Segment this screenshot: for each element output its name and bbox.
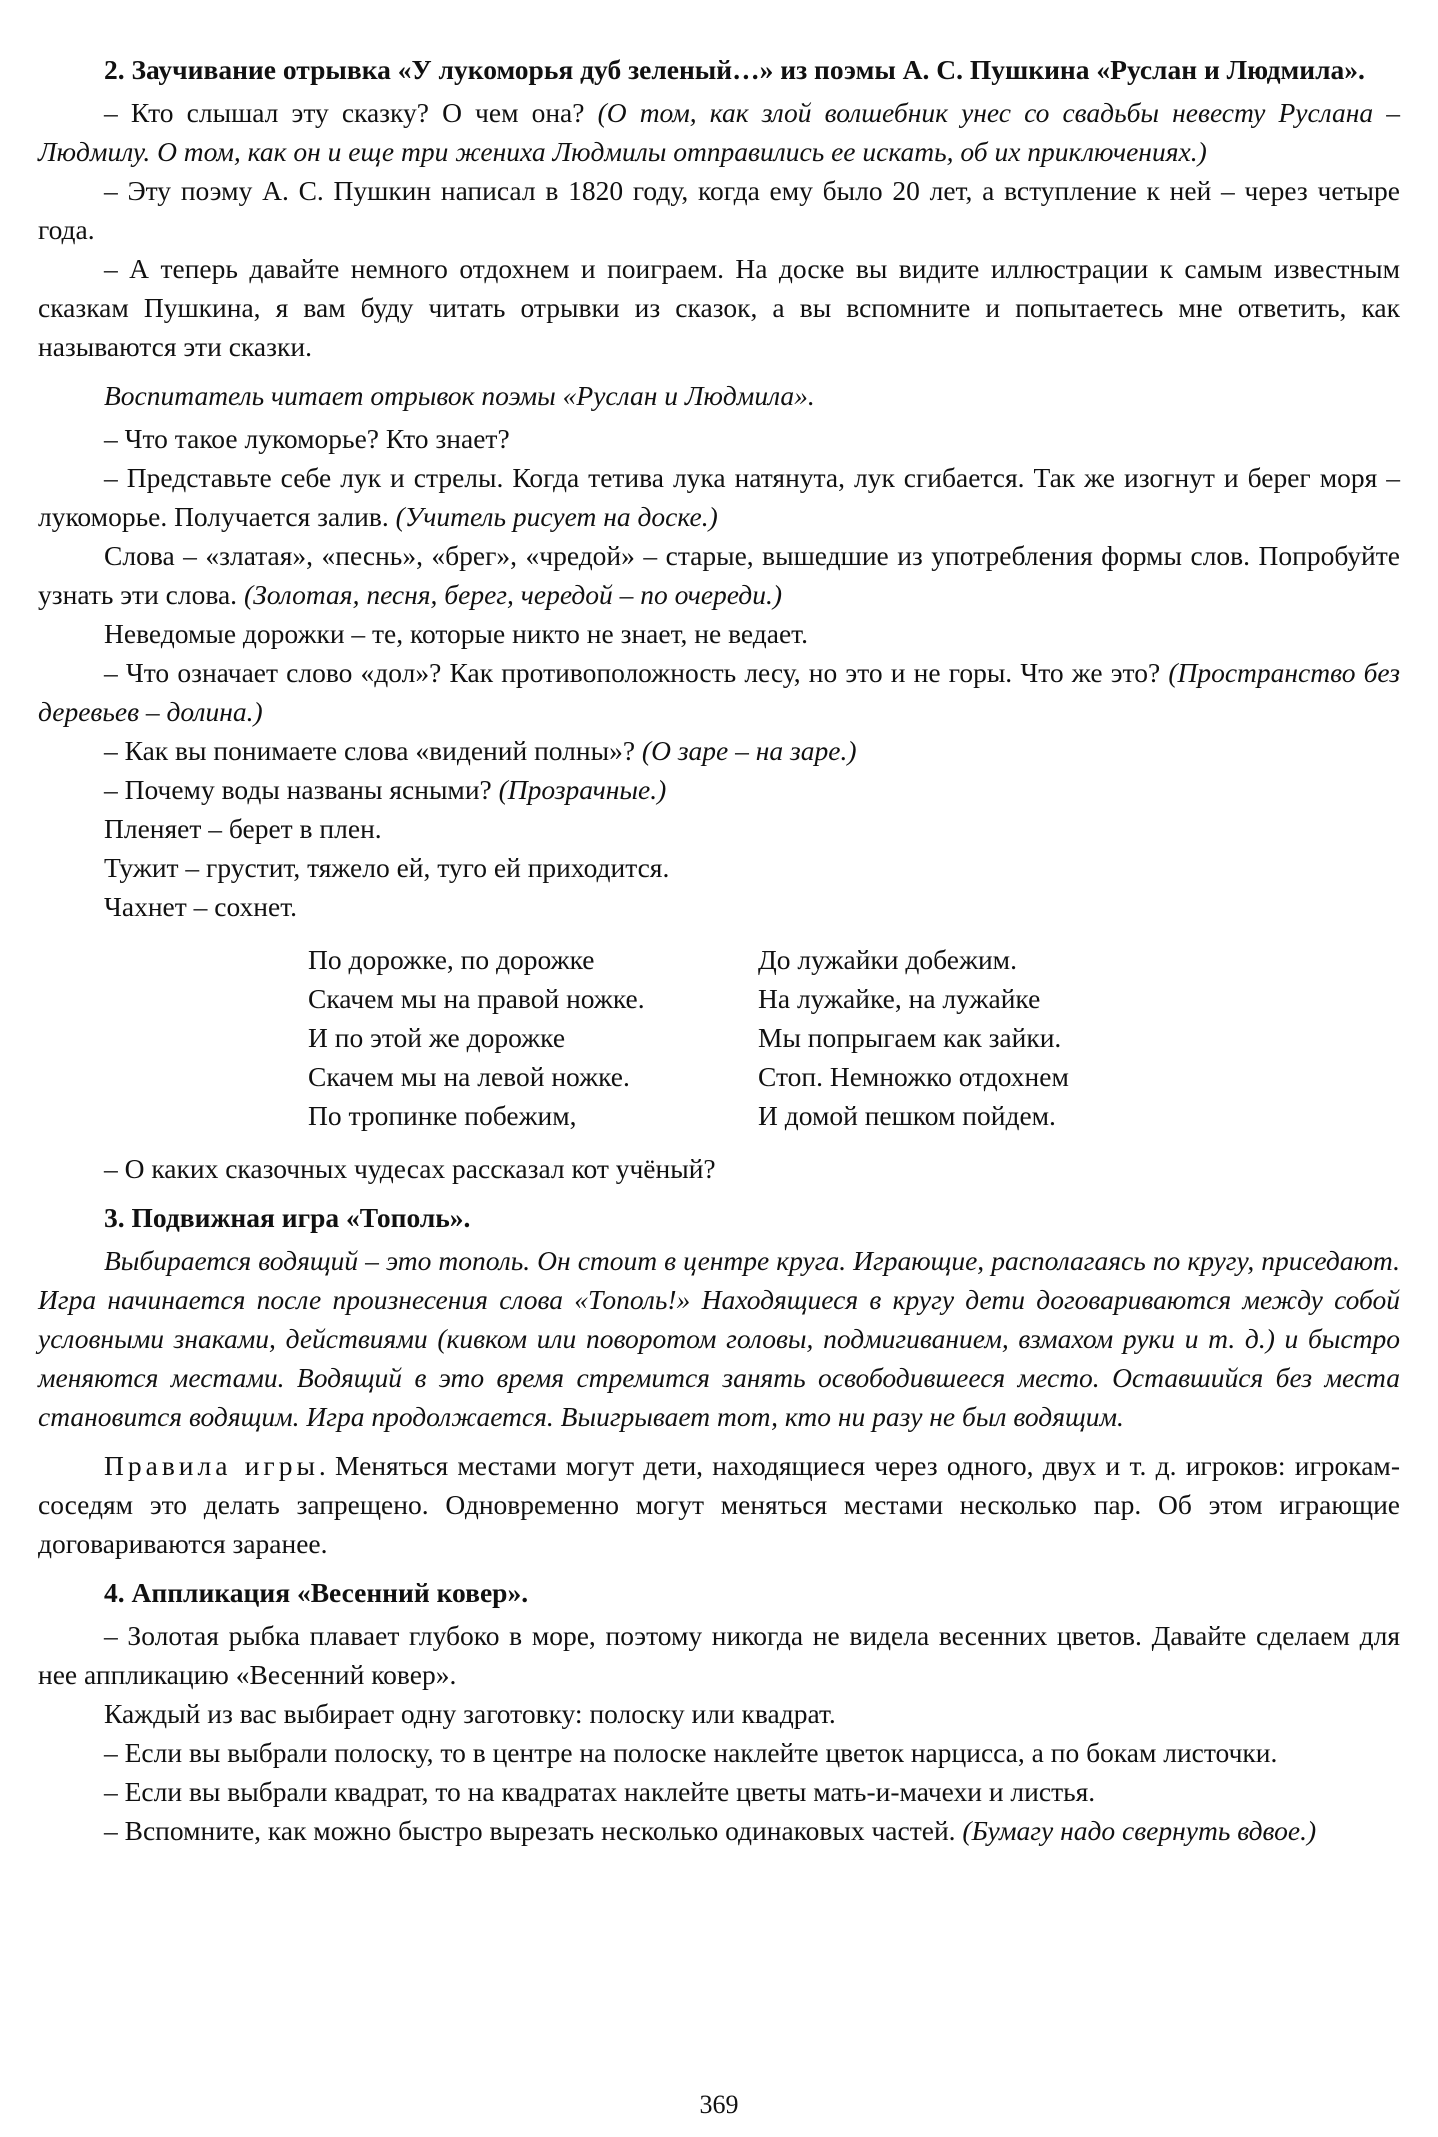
page-body — [38, 50, 1400, 1850]
poem-line: Скачем мы на правой ножке. — [308, 983, 645, 1014]
answer-text: (Бумагу надо свернуть вдвое.) — [962, 1815, 1317, 1846]
paragraph: – Золотая рыбка плавает глубоко в море, поэтому никогда не видела весенних цветов. Давайте сделаем для нее аппликацию «Весенний ковер». — [38, 1620, 1400, 1690]
poem-line: По тропинке побежим, — [308, 1100, 577, 1131]
answer-text: (Прозрачные.) — [498, 774, 667, 805]
paragraph-text: Слова – «златая», «песнь», «брег», «чредой» – старые, вышедшие из употребления формы слов. Попробуйте узнать эти слова. — [38, 540, 1400, 610]
page-number: 369 — [699, 2090, 739, 2119]
paragraph-text: – Представьте себе лук и стрелы. Когда тетива лука натянута, лук сгибается. Так же изогнут и берег моря – лукоморье. Получается залив. — [38, 462, 1400, 532]
paragraph: – А теперь давайте немного отдохнем и поиграем. На доске вы видите иллюстрации к самым известным сказкам Пушкина, я вам буду читать отрывки из сказок, а вы вспомните и попытаетесь мне ответить, как называются эти сказки. — [38, 253, 1400, 362]
paragraph: – Если вы выбрали квадрат, то на квадратах наклейте цветы мать-и-мачехи и листья. — [104, 1776, 1096, 1807]
poem-column-left — [308, 940, 758, 1135]
rules-label: Правила игры — [104, 1450, 319, 1481]
paragraph — [38, 536, 1400, 614]
poem-line: Стоп. Немножко отдохнем — [758, 1061, 1069, 1092]
rules-text: . Меняться местами могут дети, находящиеся через одного, двух и т. д. игроков: игрокам-соседям это делать запрещено. Одновременно могут меняться местами несколько пар. Об этом играющие договариваются заранее. — [38, 1450, 1400, 1559]
poem-column-right — [758, 940, 1208, 1135]
answer-text: (Пространство без деревьев – долина.) — [38, 657, 1400, 727]
section-3-heading: 3. Подвижная игра «Тополь». — [104, 1202, 471, 1233]
word-definition: Тужит – грустит, тяжело ей, туго ей приходится. — [104, 852, 670, 883]
question-text: – Что означает слово «дол»? Как противоположность лесу, но это и не горы. Что же это? — [104, 657, 1161, 688]
paragraph: – О каких сказочных чудесах рассказал кот учёный? — [104, 1153, 716, 1184]
paragraph: – Что такое лукоморье? Кто знает? — [104, 423, 510, 454]
question-text: – Как вы понимаете слова «видений полны»? — [104, 735, 636, 766]
poem-line: И по этой же дорожке — [308, 1022, 566, 1053]
answer-text: (О заре – на заре.) — [641, 735, 857, 766]
paragraph — [38, 1811, 1400, 1850]
answer-text: (О том, как злой волшебник унес со свадьбы невесту Руслана – Людмилу. О том, как он и еще три жениха Людмилы отправились ее искать, об их приключениях.) — [38, 97, 1401, 167]
question-text: – Вспомните, как можно быстро вырезать несколько одинаковых частей. — [104, 1815, 956, 1846]
word-definition: Пленяет – берет в плен. — [104, 813, 382, 844]
paragraph: – Если вы выбрали полоску, то в центре на полоске наклейте цветок нарцисса, а по бокам листочки. — [104, 1737, 1278, 1768]
paragraph: – Эту поэму А. С. Пушкин написал в 1820 году, когда ему было 20 лет, а вступление к ней – через четыре года. — [38, 175, 1400, 245]
poem-line: Мы попрыгаем как зайки. — [758, 1022, 1062, 1053]
poem-line: И домой пешком пойдем. — [758, 1100, 1056, 1131]
teacher-note: (Учитель рисует на доске.) — [395, 501, 718, 532]
section-2-heading: 2. Заучивание отрывка «У лукоморья дуб зеленый…» из поэмы А. С. Пушкина «Руслан и Людмила». — [104, 54, 1365, 85]
game-rules — [38, 1446, 1400, 1563]
poem-line: По дорожке, по дорожке — [308, 944, 595, 975]
poem-line: До лужайки добежим. — [758, 944, 1017, 975]
paragraph — [38, 458, 1400, 536]
paragraph — [38, 653, 1400, 731]
word-definition: Чахнет – сохнет. — [104, 891, 298, 922]
paragraph: Неведомые дорожки – те, которые никто не знает, не ведает. — [104, 618, 808, 649]
question-text: – Кто слышал эту сказку? О чем она? — [104, 97, 585, 128]
poem-line: Скачем мы на левой ножке. — [308, 1061, 630, 1092]
paragraph — [38, 93, 1400, 171]
game-description: Выбирается водящий – это тополь. Он стоит в центре круга. Играющие, располагаясь по кругу, приседают. Игра начинается после произнесения слова «Тополь!» Находящиеся в кругу дети договариваются между собой условными знаками, действиями (кивком или поворотом головы, подмигиванием, взмахом руки и т. д.) и быстро меняются местами. Водящий в это время стремится занять освободившееся место. Оставшийся без места становится водящим. Игра продолжается. Выигрывает тот, кто ни разу не был водящим. — [38, 1245, 1400, 1432]
question-text: – Почему воды названы ясными? — [104, 774, 492, 805]
paragraph: Каждый из вас выбирает одну заготовку: полоску или квадрат. — [104, 1698, 836, 1729]
paragraph — [38, 770, 1400, 809]
poem — [308, 940, 1400, 1135]
answer-text: (Золотая, песня, берег, чередой – по очереди.) — [243, 579, 782, 610]
teacher-note: Воспитатель читает отрывок поэмы «Руслан и Людмила». — [104, 380, 815, 411]
section-4-heading: 4. Аппликация «Весенний ковер». — [104, 1577, 529, 1608]
paragraph — [38, 731, 1400, 770]
poem-line: На лужайке, на лужайке — [758, 983, 1041, 1014]
